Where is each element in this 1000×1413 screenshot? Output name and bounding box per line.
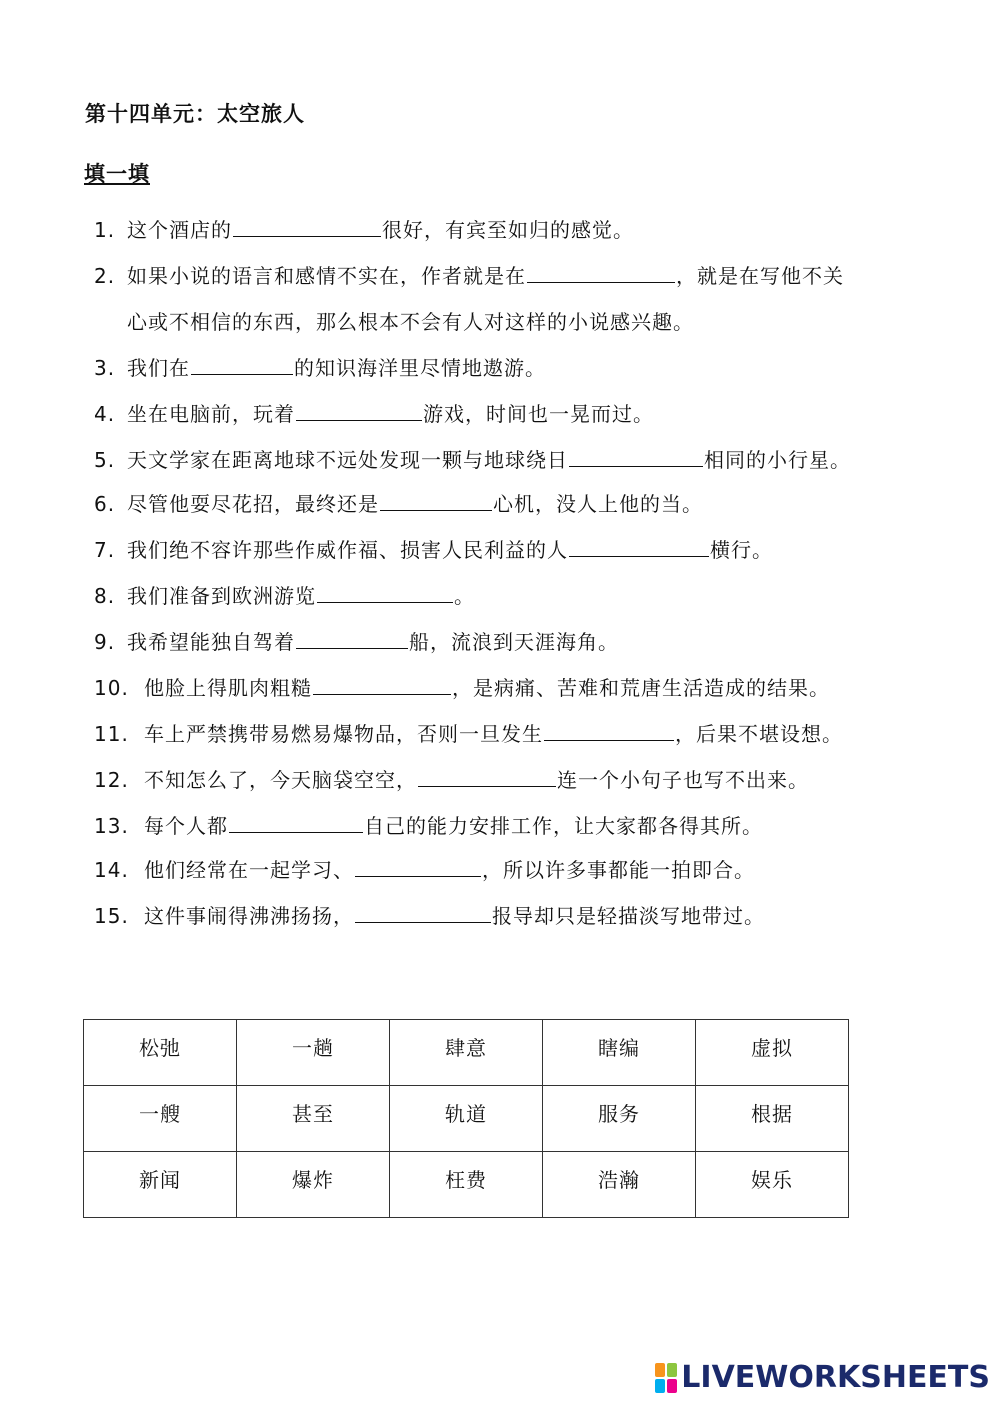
brand-name: LIVEWORKSHEETS	[681, 1360, 990, 1395]
word-bank-cell: 服务	[543, 1086, 696, 1152]
word-bank-cell: 肆意	[390, 1020, 543, 1086]
question-15	[94, 902, 765, 930]
question-5	[94, 446, 851, 474]
question-9	[94, 628, 619, 656]
question-number: 12.	[94, 768, 129, 792]
question-text-before: 尽管他耍尽花招，最终还是	[127, 492, 379, 516]
answer-blank-4[interactable]	[296, 402, 422, 421]
question-text-after: 船，流浪到天涯海角。	[409, 630, 619, 654]
question-text-after: 连一个小句子也写不出来。	[557, 768, 809, 792]
question-text-before: 这件事闹得沸沸扬扬，	[144, 904, 354, 928]
question-text-before: 我希望能独自驾着	[127, 630, 295, 654]
unit-title: 第十四单元：太空旅人	[85, 102, 305, 126]
question-text-before: 坐在电脑前，玩着	[127, 402, 295, 426]
question-10	[94, 674, 830, 702]
word-bank-cell: 虚拟	[696, 1020, 849, 1086]
question-text-before: 每个人都	[144, 814, 228, 838]
question-7	[94, 536, 773, 564]
word-bank-row	[84, 1086, 849, 1152]
answer-blank-1[interactable]	[233, 218, 381, 237]
word-bank-cell: 甚至	[237, 1086, 390, 1152]
answer-blank-3[interactable]	[191, 356, 293, 375]
question-2-continuation: 心或不相信的东西，那么根本不会有人对这样的小说感兴趣。	[127, 310, 694, 334]
answer-blank-8[interactable]	[317, 584, 453, 603]
question-number: 8.	[94, 584, 116, 608]
section-title: 填一填	[84, 162, 150, 186]
word-bank-cell: 一趟	[237, 1020, 390, 1086]
answer-blank-12[interactable]	[418, 768, 556, 787]
answer-blank-7[interactable]	[569, 538, 709, 557]
word-bank-cell: 一艘	[84, 1086, 237, 1152]
question-4	[94, 400, 654, 428]
question-2	[94, 262, 844, 290]
question-1	[94, 216, 634, 244]
question-text-after: 横行。	[710, 538, 773, 562]
question-text-after: 报导却只是轻描淡写地带过。	[492, 904, 765, 928]
word-bank-cell: 浩瀚	[543, 1152, 696, 1218]
question-number: 11.	[94, 722, 129, 746]
question-text-before: 如果小说的语言和感情不实在，作者就是在	[127, 264, 526, 288]
liveworksheets-logo-icon	[655, 1363, 677, 1393]
word-bank-table	[83, 1019, 849, 1218]
question-3	[94, 354, 546, 382]
answer-blank-6[interactable]	[380, 492, 492, 511]
word-bank-cell: 瞎编	[543, 1020, 696, 1086]
question-number: 14.	[94, 858, 129, 882]
question-number: 3.	[94, 356, 116, 380]
word-bank-cell: 爆炸	[237, 1152, 390, 1218]
answer-blank-5[interactable]	[569, 448, 703, 467]
word-bank-cell: 轨道	[390, 1086, 543, 1152]
question-text-after: 相同的小行星。	[704, 448, 851, 472]
answer-blank-15[interactable]	[355, 904, 491, 923]
question-text-before: 我们准备到欧洲游览	[127, 584, 316, 608]
question-text-after: 。	[454, 584, 475, 608]
question-6	[94, 490, 703, 518]
question-14	[94, 856, 755, 884]
question-text-before: 天文学家在距离地球不远处发现一颗与地球绕日	[127, 448, 568, 472]
question-12	[94, 766, 809, 794]
question-text-before: 我们绝不容许那些作威作福、损害人民利益的人	[127, 538, 568, 562]
question-number: 15.	[94, 904, 129, 928]
question-number: 7.	[94, 538, 116, 562]
question-13	[94, 812, 763, 840]
answer-blank-2[interactable]	[527, 264, 675, 283]
question-text-before: 他们经常在一起学习、	[144, 858, 354, 882]
question-text-after: 游戏，时间也一晃而过。	[423, 402, 654, 426]
question-text-after: ，是病痛、苦难和荒唐生活造成的结果。	[452, 676, 830, 700]
question-text-after: 很好，有宾至如归的感觉。	[382, 218, 634, 242]
question-text-after: 心机，没人上他的当。	[493, 492, 703, 516]
word-bank-cell: 枉费	[390, 1152, 543, 1218]
question-number: 2.	[94, 264, 116, 288]
question-text-before: 这个酒店的	[127, 218, 232, 242]
word-bank-cell: 根据	[696, 1086, 849, 1152]
word-bank-row	[84, 1020, 849, 1086]
question-text-after: ，后果不堪设想。	[675, 722, 843, 746]
question-number: 10.	[94, 676, 129, 700]
question-number: 5.	[94, 448, 116, 472]
question-8	[94, 582, 475, 610]
question-number: 6.	[94, 492, 116, 516]
answer-blank-13[interactable]	[229, 814, 363, 833]
question-text-after: ，就是在写他不关	[676, 264, 844, 288]
word-bank-cell: 娱乐	[696, 1152, 849, 1218]
question-number: 4.	[94, 402, 116, 426]
question-text-before: 我们在	[127, 356, 190, 380]
word-bank-row	[84, 1152, 849, 1218]
answer-blank-10[interactable]	[313, 676, 451, 695]
word-bank-cell: 新闻	[84, 1152, 237, 1218]
question-number: 1.	[94, 218, 116, 242]
question-text-before: 不知怎么了，今天脑袋空空，	[144, 768, 417, 792]
question-text-after: 自己的能力安排工作，让大家都各得其所。	[364, 814, 763, 838]
question-number: 9.	[94, 630, 116, 654]
question-text-before: 他脸上得肌肉粗糙	[144, 676, 312, 700]
word-bank-cell: 松弛	[84, 1020, 237, 1086]
liveworksheets-brand[interactable]	[655, 1360, 990, 1395]
question-text-after: ，所以许多事都能一拍即合。	[482, 858, 755, 882]
question-text-after: 的知识海洋里尽情地遨游。	[294, 356, 546, 380]
answer-blank-9[interactable]	[296, 630, 408, 649]
answer-blank-14[interactable]	[355, 858, 481, 877]
question-text-before: 车上严禁携带易燃易爆物品，否则一旦发生	[144, 722, 543, 746]
question-number: 13.	[94, 814, 129, 838]
answer-blank-11[interactable]	[544, 722, 674, 741]
question-11	[94, 720, 843, 748]
